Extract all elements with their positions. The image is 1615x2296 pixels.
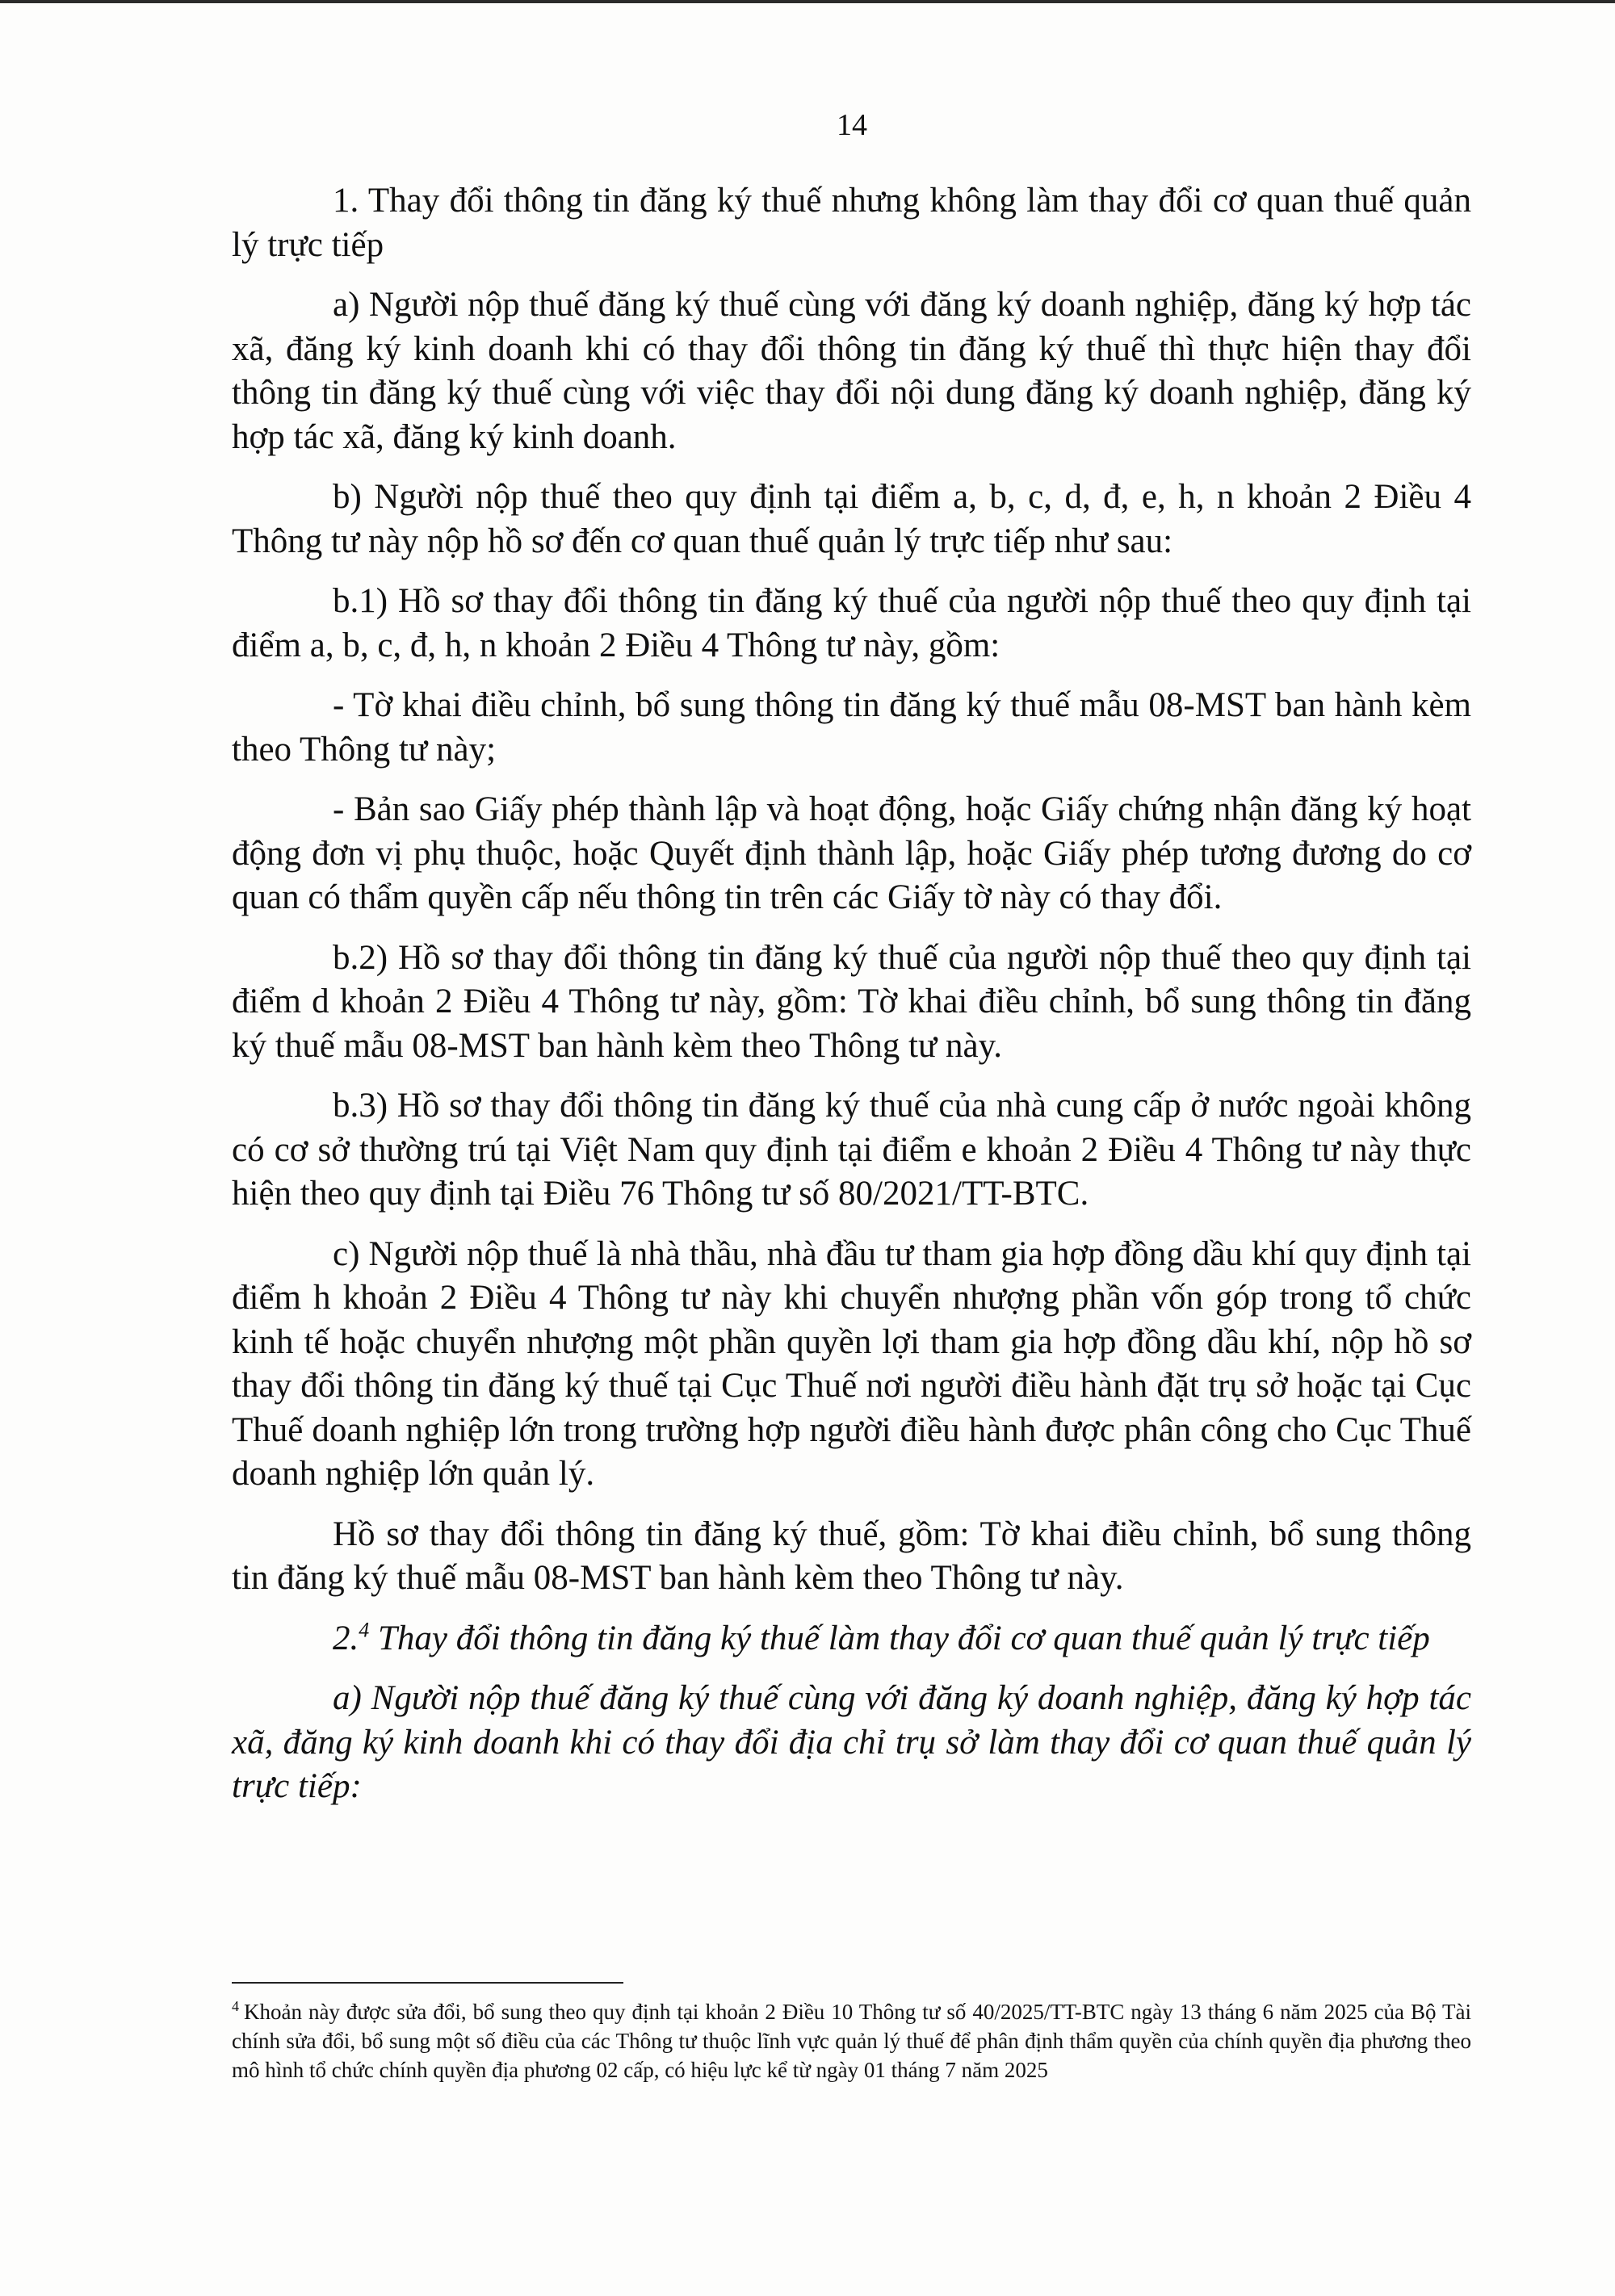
paragraph-1a: a) Người nộp thuế đăng ký thuế cùng với đăng ký doanh nghiệp, đăng ký hợp tác xã, đăng ký kinh doanh khi có thay đổi thông tin đăng ký thuế thì thực hiện thay đổi thông tin đăng ký thuế cùng với việc thay đổi nội dung đăng ký doanh nghiệp, đăng ký hợp tác xã, đăng ký kinh doanh.: [232, 286, 1471, 456]
paragraph-1c-dossier: Hồ sơ thay đổi thông tin đăng ký thuế, gồm: Tờ khai điều chỉnh, bổ sung thông tin đăng ký thuế mẫu 08-MST ban hành kèm theo Thông tư này.: [232, 1515, 1471, 1597]
paragraph-1b1-item-2: - Bản sao Giấy phép thành lập và hoạt động, hoặc Giấy chứng nhận đăng ký hoạt động đơn vị phụ thuộc, hoặc Quyết định thành lập, hoặc Giấy phép tương đương do cơ quan có thẩm quyền cấp nếu thông tin trên các Giấy tờ này có thay đổi.: [232, 790, 1471, 916]
paragraph-1b3: b.3) Hồ sơ thay đổi thông tin đăng ký thuế của nhà cung cấp ở nước ngoài không có cơ sở thường trú tại Việt Nam quy định tại điểm e khoản 2 Điều 4 Thông tư này thực hiện theo quy định tại Điều 76 Thông tư số 80/2021/TT-BTC.: [232, 1087, 1471, 1213]
paragraph-1b: b) Người nộp thuế theo quy định tại điểm a, b, c, d, đ, e, h, n khoản 2 Điều 4 Thông tư này nộp hồ sơ đến cơ quan thuế quản lý trực tiếp như sau:: [232, 478, 1471, 560]
paragraph-2a: a) Người nộp thuế đăng ký thuế cùng với đăng ký doanh nghiệp, đăng ký hợp tác xã, đăng ký kinh doanh khi có thay đổi địa chỉ trụ sở làm thay đổi cơ quan thuế quản lý trực tiếp:: [232, 1679, 1471, 1805]
footnote-text: Khoản này được sửa đổi, bổ sung theo quy định tại khoản 2 Điều 10 Thông tư số 40/2025/TT-BTC ngày 13 tháng 6 năm 2025 của Bộ Tài chính sửa đổi, bổ sung một số điều của các Thông tư thuộc lĩnh vực quản lý thuế để phân định thẩm quyền của chính quyền địa phương theo mô hình tổ chức chính quyền địa phương 02 cấp, có hiệu lực kể từ ngày 01 tháng 7 năm 2025: [232, 2000, 1471, 2082]
paragraph-1c: c) Người nộp thuế là nhà thầu, nhà đầu tư tham gia hợp đồng dầu khí quy định tại điểm h khoản 2 Điều 4 Thông tư này khi chuyển nhượng phần vốn góp trong tổ chức kinh tế hoặc chuyển nhượng một phần quyền lợi tham gia hợp đồng dầu khí, nộp hồ sơ thay đổi thông tin đăng ký thuế tại Cục Thuế nơi người điều hành đặt trụ sở hoặc tại Cục Thuế doanh nghiệp lớn trong trường hợp người điều hành được phân công cho Cục Thuế doanh nghiệp lớn quản lý.: [232, 1234, 1471, 1493]
footnote-reference[interactable]: 4: [359, 1618, 370, 1642]
footnote: [232, 1997, 1471, 2084]
paragraph-1b2: b.2) Hồ sơ thay đổi thông tin đăng ký thuế của người nộp thuế theo quy định tại điểm d khoản 2 Điều 4 Thông tư này, gồm: Tờ khai điều chỉnh, bổ sung thông tin đăng ký thuế mẫu 08-MST ban hành kèm theo Thông tư này.: [232, 938, 1471, 1065]
footnote-4: [232, 1997, 1471, 2084]
section-2-number: 2.: [333, 1619, 359, 1657]
page-number: 14: [837, 108, 867, 142]
paragraph-1b1-item-1: - Tờ khai điều chỉnh, bổ sung thông tin đăng ký thuế mẫu 08-MST ban hành kèm theo Thông tư này;: [232, 686, 1471, 769]
section-2-heading: [232, 1617, 1471, 1661]
footnote-separator: [232, 1982, 623, 1984]
section-2-title: Thay đổi thông tin đăng ký thuế làm thay đổi cơ quan thuế quản lý trực tiếp: [378, 1619, 1430, 1657]
paragraph-1-heading: 1. Thay đổi thông tin đăng ký thuế nhưng không làm thay đổi cơ quan thuế quản lý trực tiếp: [232, 182, 1471, 264]
paragraph-1b1: b.1) Hồ sơ thay đổi thông tin đăng ký thuế của người nộp thuế theo quy định tại điểm a, b, c, đ, h, n khoản 2 Điều 4 Thông tư này, gồm:: [232, 582, 1471, 664]
body-text: [232, 179, 1471, 1825]
footnote-marker: 4: [232, 1998, 239, 2014]
scan-top-edge: [0, 0, 1615, 3]
